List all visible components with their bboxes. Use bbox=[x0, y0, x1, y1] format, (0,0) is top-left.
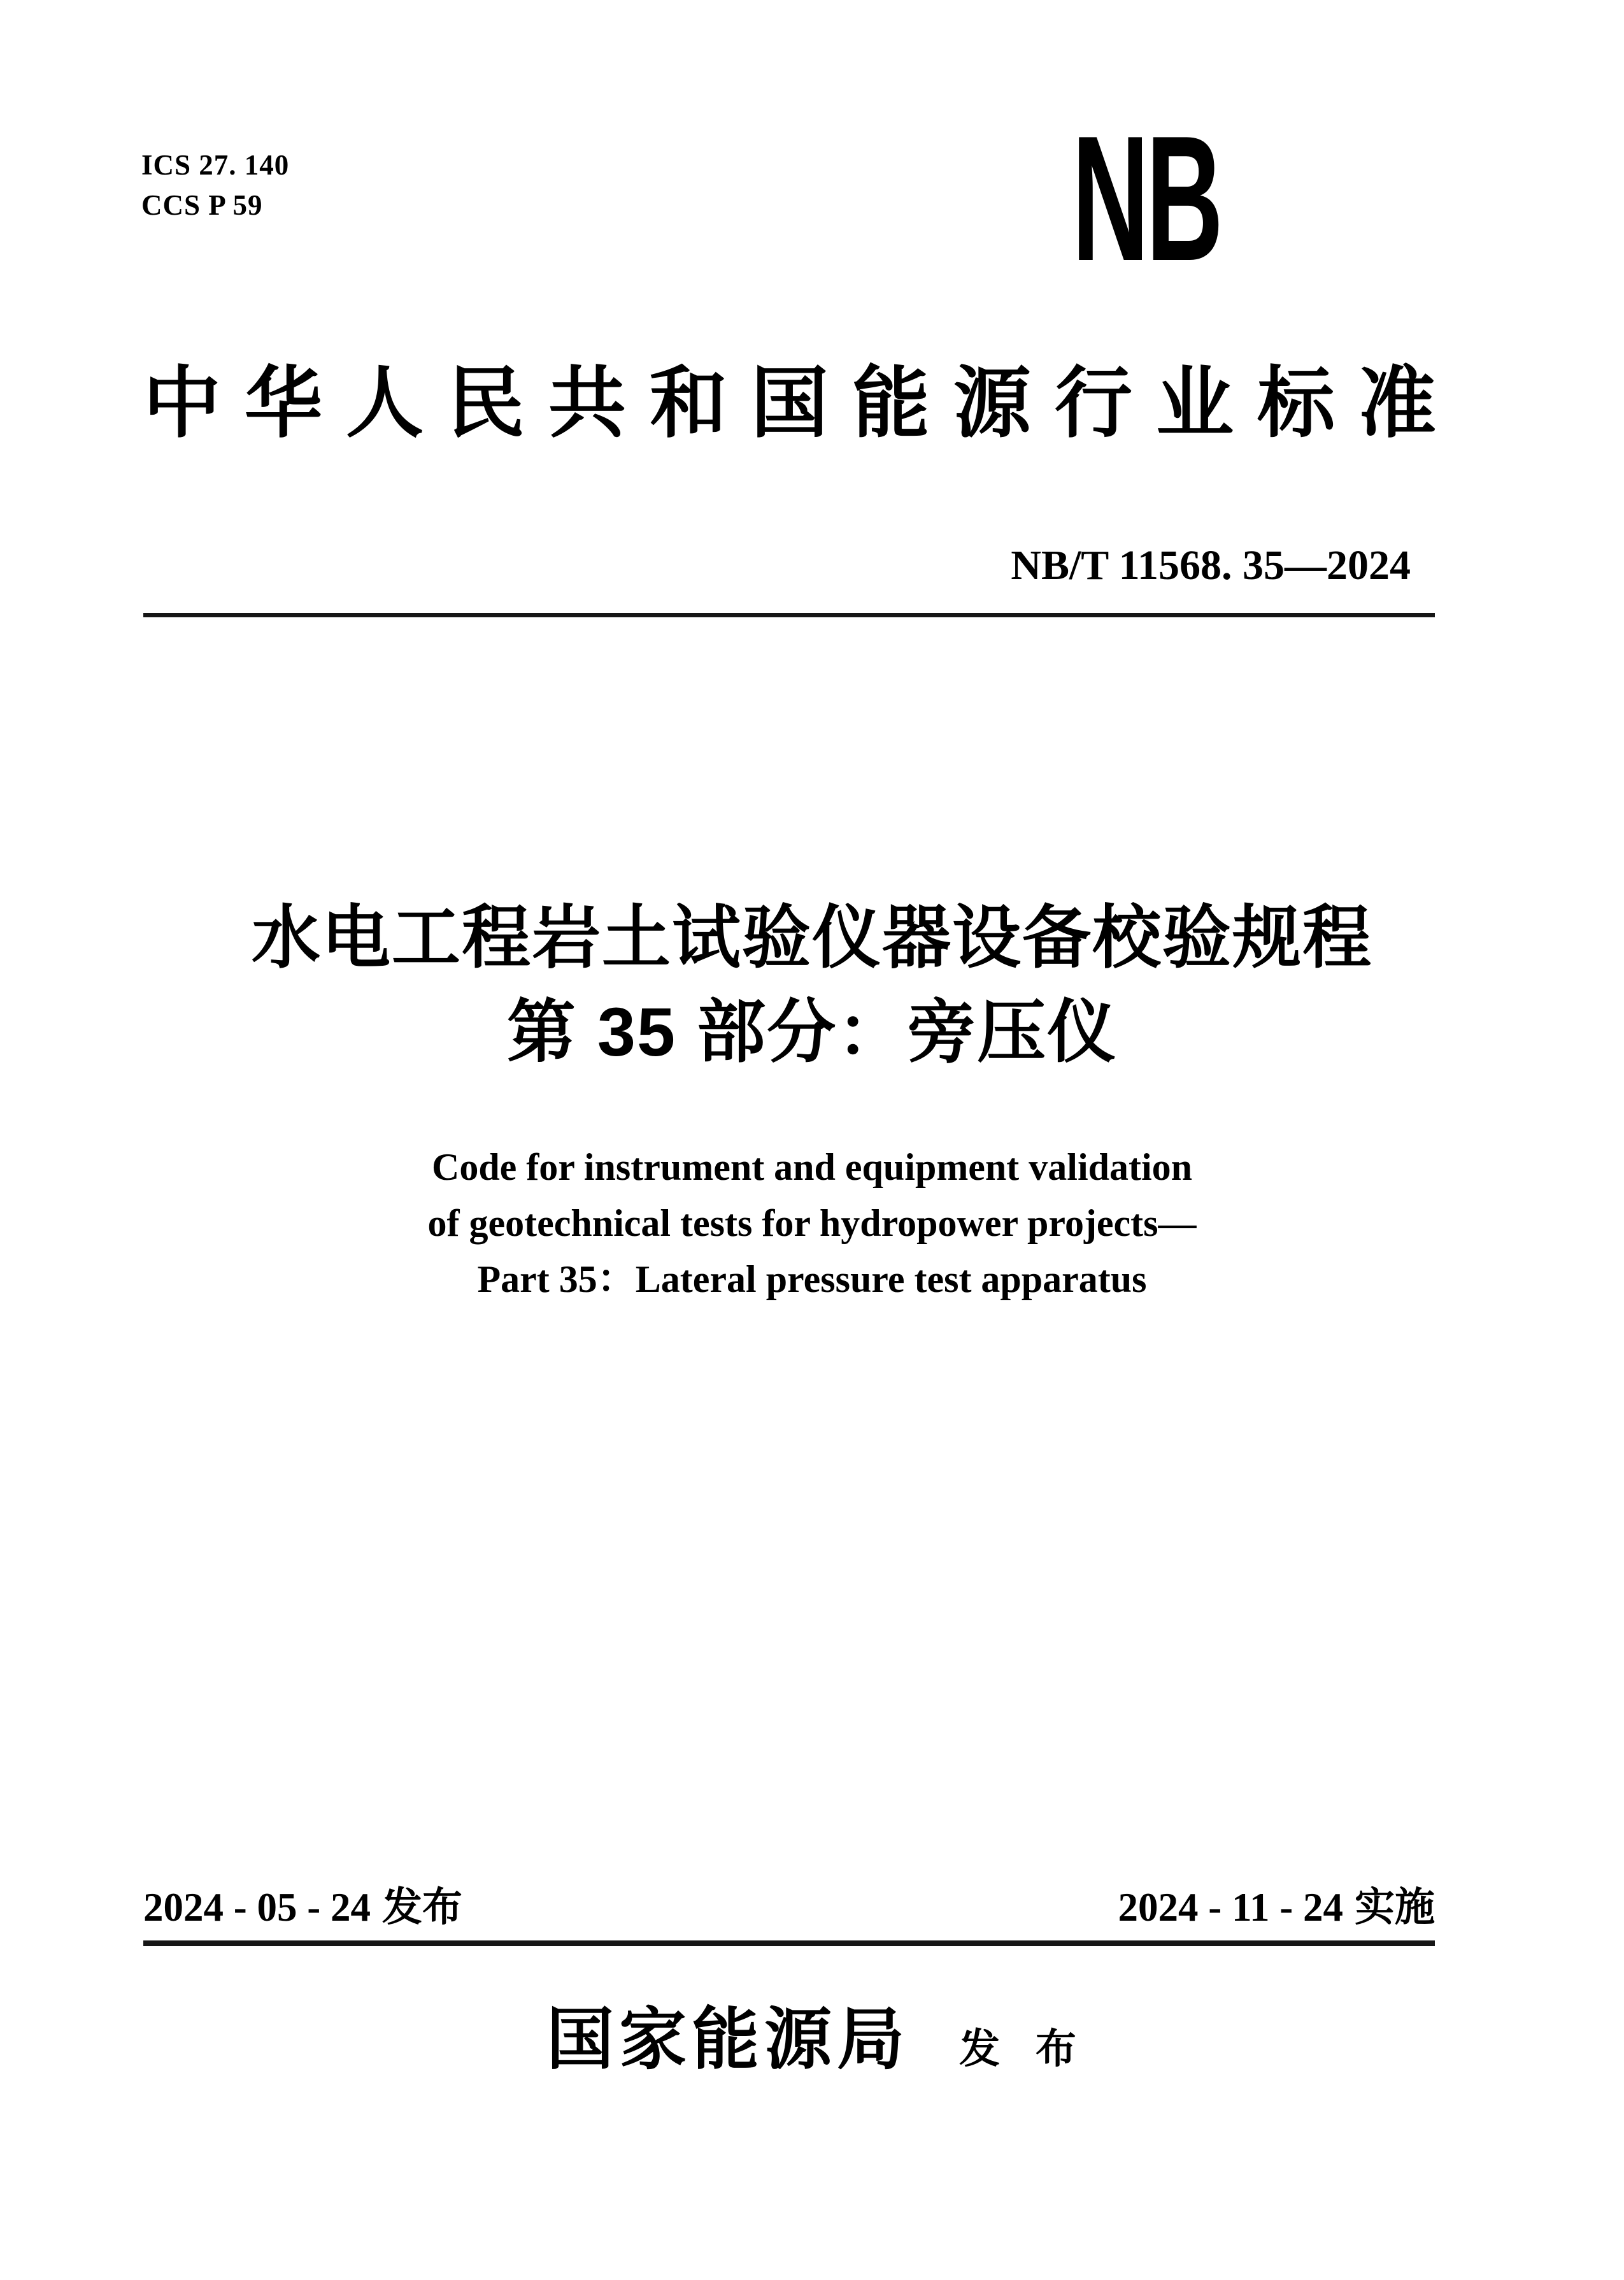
ccs-code: CCS P 59 bbox=[141, 189, 263, 221]
title-english bbox=[0, 1139, 1624, 1307]
title-english-line1: Code for instrument and equipment validation bbox=[431, 1146, 1193, 1188]
implementation-date-group bbox=[1118, 1886, 1435, 1930]
implementation-date: 2024 - 11 - 24 bbox=[1118, 1885, 1343, 1930]
implementation-label: 实施 bbox=[1355, 1885, 1435, 1930]
title-chinese-line2: 第 35 部分：旁压仪 bbox=[506, 993, 1118, 1070]
bottom-rule bbox=[143, 1940, 1435, 1946]
title-chinese bbox=[0, 891, 1624, 1079]
dates-row bbox=[143, 1886, 1435, 1930]
title-english-line3: Part 35：Lateral pressure test apparatus bbox=[477, 1258, 1147, 1300]
release-date: 2024 - 05 - 24 bbox=[143, 1885, 371, 1930]
release-date-group bbox=[143, 1886, 462, 1930]
standard-number: NB/T 11568. 35—2024 bbox=[1011, 542, 1411, 589]
title-chinese-line1: 水电工程岩土试验仪器设备校验规程 bbox=[251, 899, 1372, 976]
release-label: 发布 bbox=[381, 1885, 462, 1930]
publisher-name: 国家能源局 bbox=[546, 2003, 910, 2077]
top-rule bbox=[143, 613, 1435, 617]
nb-logo: NB bbox=[1072, 99, 1221, 298]
publisher-action: 发 布 bbox=[959, 2026, 1078, 2072]
classification-block bbox=[141, 145, 289, 226]
category-title: 中华人民共和国能源行业标准 bbox=[143, 361, 1460, 447]
title-english-line2: of geotechnical tests for hydropower projects— bbox=[427, 1202, 1197, 1244]
ics-code: ICS 27. 140 bbox=[141, 149, 290, 181]
publisher-row bbox=[0, 2002, 1624, 2079]
